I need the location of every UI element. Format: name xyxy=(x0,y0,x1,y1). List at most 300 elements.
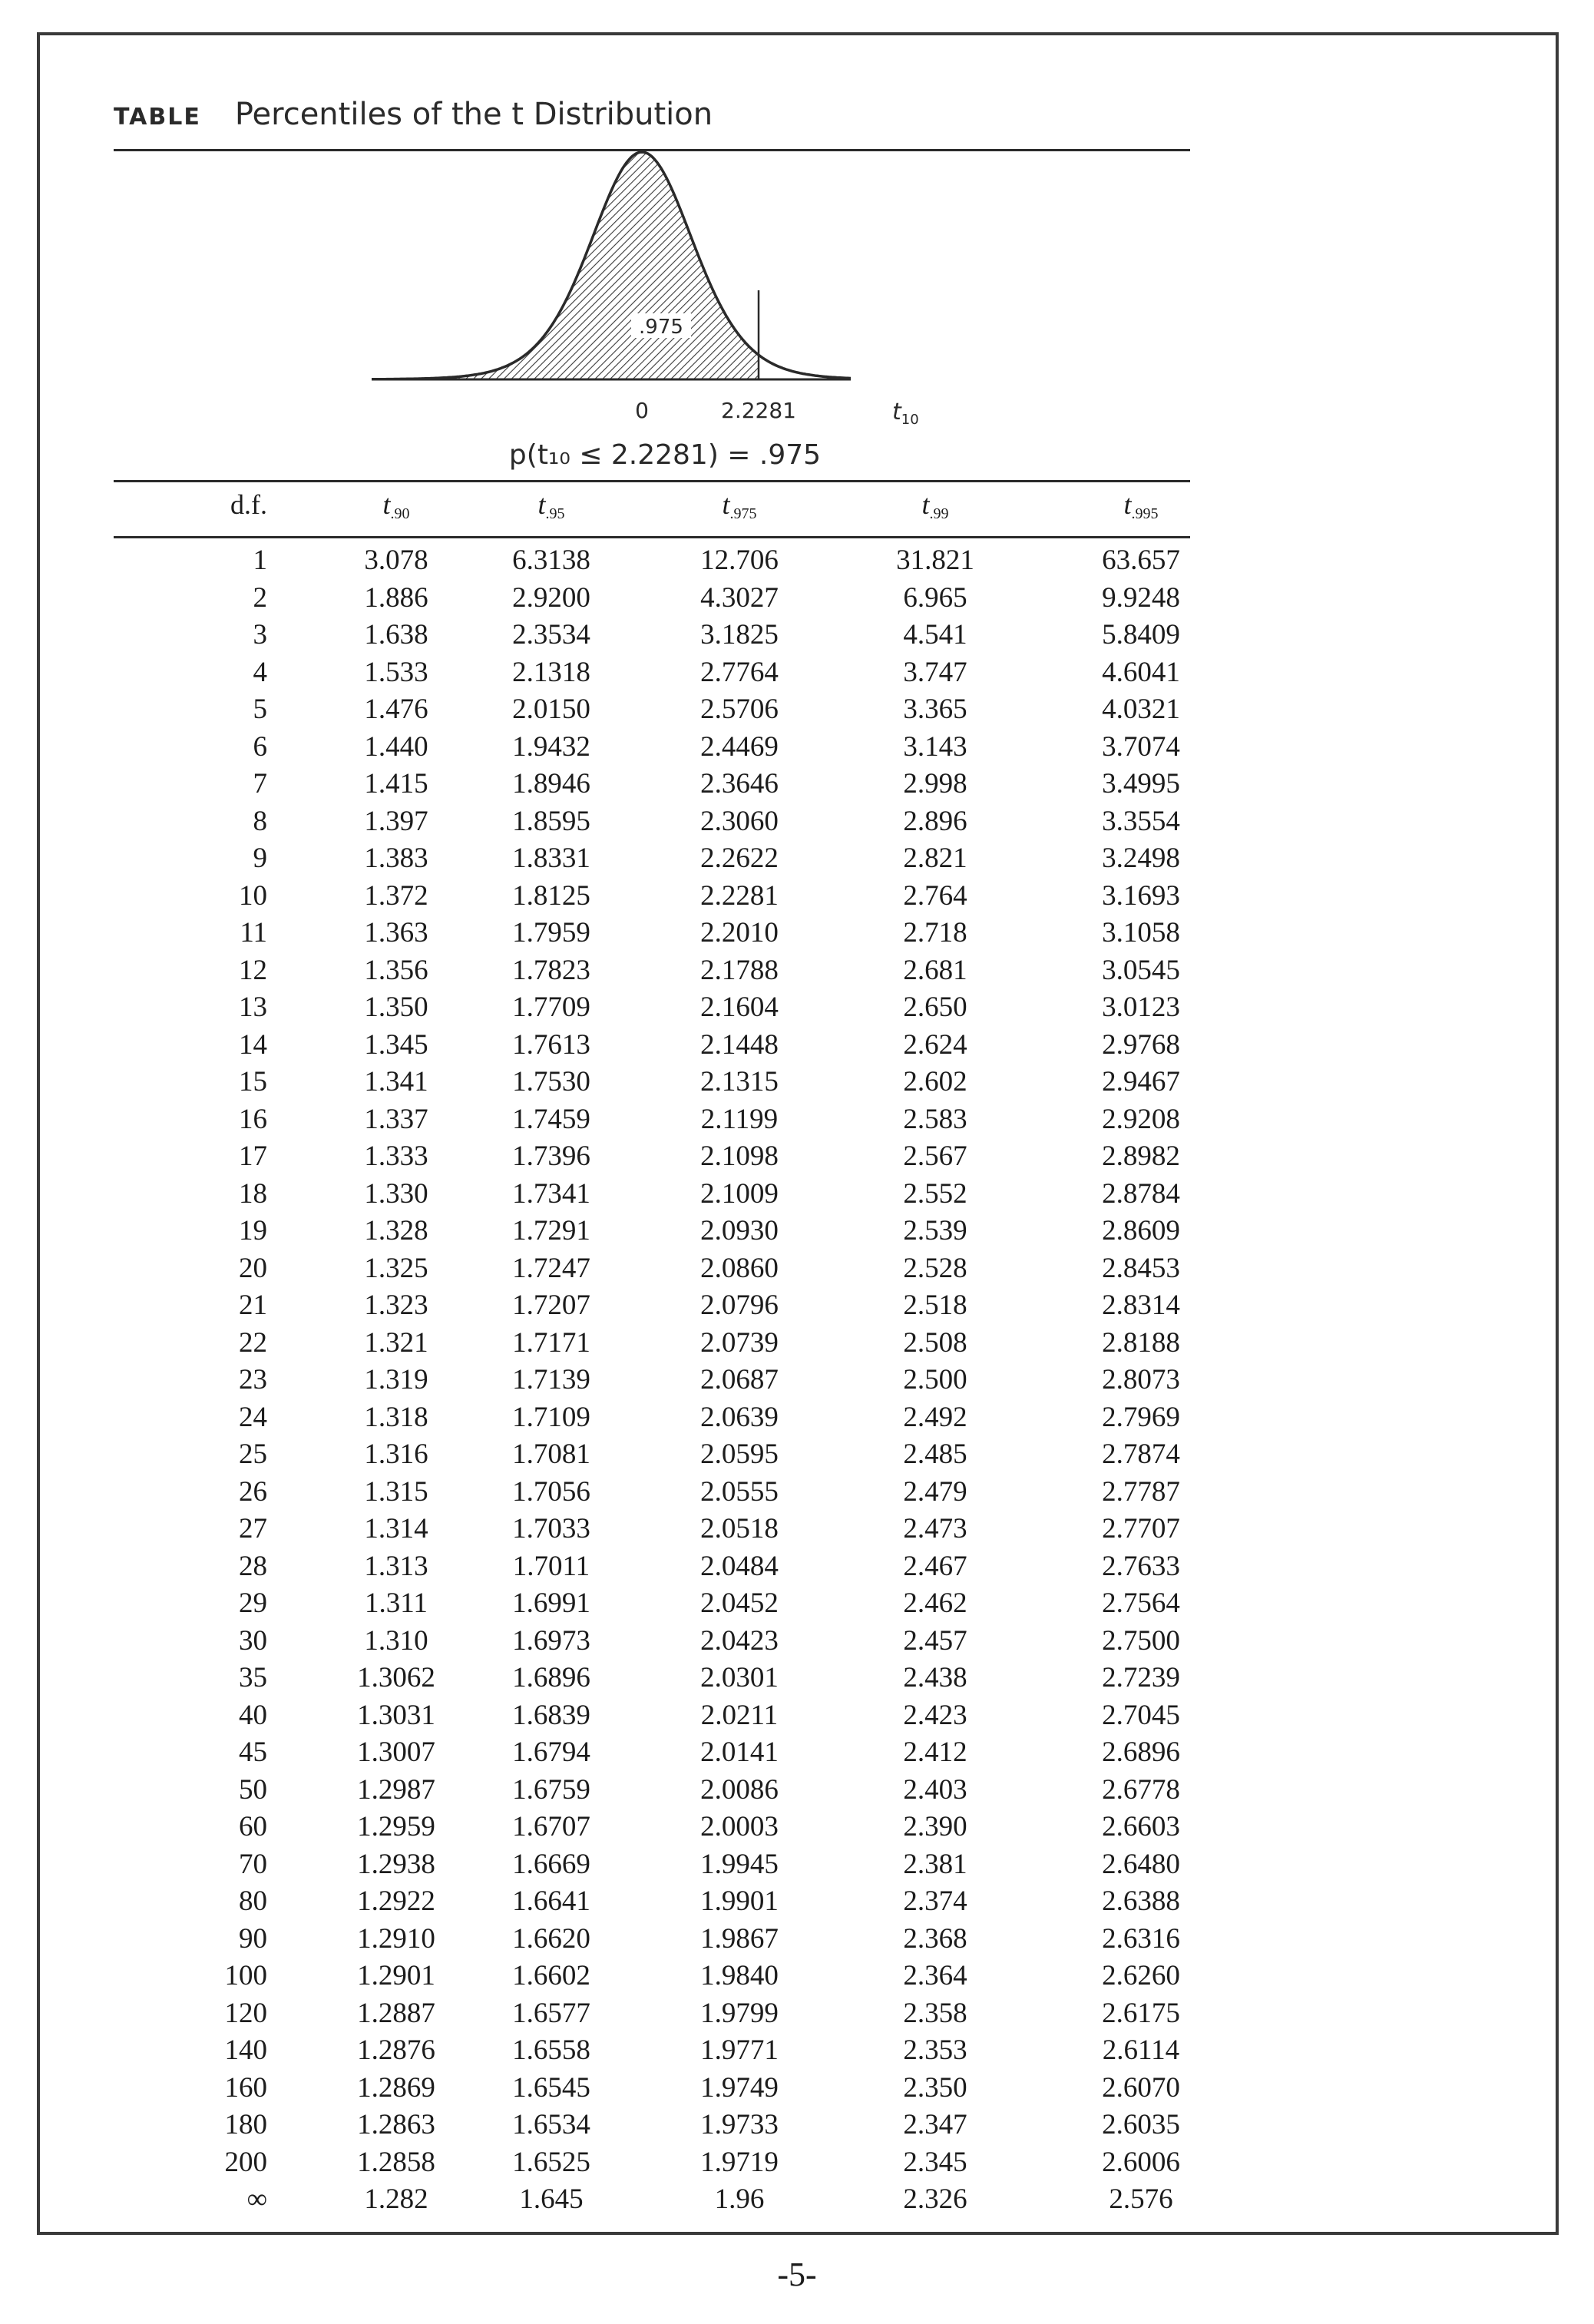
value-cell: 2.6896 xyxy=(1102,1736,1180,1768)
value-cell: 2.1098 xyxy=(700,1140,779,1172)
value-cell: 2.552 xyxy=(903,1177,967,1210)
value-cell: 1.313 xyxy=(364,1550,428,1582)
df-cell: 22 xyxy=(239,1326,267,1359)
df-cell: 13 xyxy=(239,992,267,1023)
value-cell: 1.7109 xyxy=(512,1401,590,1433)
value-cell: 1.372 xyxy=(364,879,428,912)
value-cell: 1.3062 xyxy=(357,1662,435,1693)
table-header-row xyxy=(114,484,1190,536)
value-cell: 2.6778 xyxy=(1102,1773,1180,1806)
value-cell: 1.6973 xyxy=(512,1624,590,1657)
value-cell: 1.341 xyxy=(364,1066,428,1097)
value-cell: 3.1058 xyxy=(1102,917,1180,948)
value-cell: 2.6175 xyxy=(1102,1997,1180,2029)
x-tick-zero: 0 xyxy=(635,398,649,423)
value-cell: 1.7709 xyxy=(512,992,590,1023)
table-row xyxy=(114,1809,1190,1846)
df-cell: 24 xyxy=(239,1401,267,1433)
value-cell: 1.7247 xyxy=(512,1252,590,1284)
value-cell: 2.353 xyxy=(903,2034,967,2066)
df-cell: 140 xyxy=(224,2034,267,2066)
value-cell: 1.8125 xyxy=(512,879,590,912)
figure-rule xyxy=(114,480,1190,482)
value-cell: 2.518 xyxy=(903,1289,967,1321)
value-cell: 2.0452 xyxy=(700,1587,779,1619)
value-cell: 2.6480 xyxy=(1102,1848,1180,1880)
table-row xyxy=(114,2144,1190,2182)
table-row xyxy=(114,1213,1190,1250)
df-cell: 29 xyxy=(239,1587,267,1619)
table-row xyxy=(114,1474,1190,1511)
value-cell: 2.1009 xyxy=(700,1177,779,1210)
value-cell: 2.0141 xyxy=(700,1736,779,1768)
value-cell: 2.583 xyxy=(903,1103,967,1135)
value-cell: 1.7823 xyxy=(512,954,590,986)
value-cell: 1.314 xyxy=(364,1513,428,1544)
table-row xyxy=(114,2070,1190,2107)
df-cell: 35 xyxy=(239,1662,267,1693)
value-cell: 2.7633 xyxy=(1102,1550,1180,1582)
value-cell: 1.6525 xyxy=(512,2146,590,2178)
table-label: TABLE xyxy=(114,104,201,131)
table-row xyxy=(114,617,1190,654)
df-cell: 15 xyxy=(239,1066,267,1097)
value-cell: 2.326 xyxy=(903,2183,967,2215)
value-cell: 1.6545 xyxy=(512,2071,590,2104)
value-cell: 2.508 xyxy=(903,1326,967,1359)
value-cell: 2.567 xyxy=(903,1140,967,1172)
value-cell: 2.0211 xyxy=(700,1699,779,1731)
value-cell: 1.315 xyxy=(364,1475,428,1508)
value-cell: 1.2959 xyxy=(357,1811,435,1842)
value-cell: 2.576 xyxy=(1109,2183,1173,2215)
value-cell: 1.328 xyxy=(364,1215,428,1246)
header-percentile xyxy=(312,488,481,523)
value-cell: 2.528 xyxy=(903,1252,967,1284)
value-cell: 2.896 xyxy=(903,805,967,837)
value-cell: 1.330 xyxy=(364,1177,428,1210)
value-cell: 2.1448 xyxy=(700,1028,779,1061)
value-cell: 2.8073 xyxy=(1102,1364,1180,1395)
df-cell: 28 xyxy=(239,1550,267,1582)
value-cell: 1.7139 xyxy=(512,1364,590,1395)
value-cell: 3.365 xyxy=(903,694,967,725)
value-cell: 2.0301 xyxy=(700,1662,779,1693)
df-cell: 25 xyxy=(239,1438,267,1470)
df-cell: 27 xyxy=(239,1513,267,1544)
df-cell: 90 xyxy=(239,1922,267,1955)
value-cell: 1.645 xyxy=(519,2183,584,2215)
value-cell: 2.7045 xyxy=(1102,1699,1180,1731)
value-cell: 1.9733 xyxy=(700,2109,779,2140)
value-cell: 1.6896 xyxy=(512,1662,590,1693)
value-cell: 1.2863 xyxy=(357,2109,435,2140)
value-cell: 3.0123 xyxy=(1102,992,1180,1023)
table-caption: Percentiles of the t Distribution xyxy=(234,97,713,132)
value-cell: 1.363 xyxy=(364,917,428,948)
value-cell: 1.6602 xyxy=(512,1960,590,1991)
value-cell: 3.078 xyxy=(364,545,428,576)
table-row xyxy=(114,1064,1190,1101)
value-cell: 1.6534 xyxy=(512,2109,590,2140)
value-cell: 2.539 xyxy=(903,1215,967,1246)
value-cell: 1.476 xyxy=(364,694,428,725)
table-row xyxy=(114,1772,1190,1809)
header-symbol: t xyxy=(921,489,930,520)
value-cell: 1.638 xyxy=(364,619,428,651)
value-cell: 1.319 xyxy=(364,1364,428,1395)
value-cell: 2.0150 xyxy=(512,694,590,725)
value-cell: 1.3007 xyxy=(357,1736,435,1768)
value-cell: 2.438 xyxy=(903,1662,967,1693)
value-cell: 2.1604 xyxy=(700,992,779,1023)
value-cell: 2.1788 xyxy=(700,954,779,986)
df-cell: 200 xyxy=(224,2146,267,2178)
table-row xyxy=(114,840,1190,878)
value-cell: 2.345 xyxy=(903,2146,967,2178)
value-cell: 1.2869 xyxy=(357,2071,435,2104)
value-cell: 2.7874 xyxy=(1102,1438,1180,1470)
value-cell: 1.3031 xyxy=(357,1699,435,1731)
x-axis-variable: $t_{10}$ xyxy=(892,399,919,428)
table-row xyxy=(114,1250,1190,1288)
value-cell: 2.602 xyxy=(903,1066,967,1097)
df-cell: 80 xyxy=(239,1885,267,1917)
shaded-area xyxy=(372,152,851,379)
value-cell: 2.364 xyxy=(903,1960,967,1991)
value-cell: 2.0086 xyxy=(700,1773,779,1806)
value-cell: 2.462 xyxy=(903,1587,967,1619)
value-cell: 1.9719 xyxy=(700,2146,779,2178)
value-cell: 1.2887 xyxy=(357,1997,435,2029)
header-symbol: t xyxy=(1123,489,1132,520)
value-cell: 12.706 xyxy=(700,545,779,576)
value-cell: 1.7207 xyxy=(512,1289,590,1321)
value-cell: 1.333 xyxy=(364,1140,428,1172)
value-cell: 2.6035 xyxy=(1102,2109,1180,2140)
table-row xyxy=(114,2181,1190,2219)
value-cell: 2.6388 xyxy=(1102,1885,1180,1917)
value-cell: 1.321 xyxy=(364,1326,428,1359)
x-tick-cutoff: 2.2281 xyxy=(721,398,796,423)
value-cell: 1.6558 xyxy=(512,2034,590,2066)
value-cell: 3.4995 xyxy=(1102,768,1180,799)
df-cell: 21 xyxy=(239,1289,267,1321)
value-cell: 2.7707 xyxy=(1102,1513,1180,1544)
value-cell: 2.8314 xyxy=(1102,1289,1180,1321)
table-row xyxy=(114,989,1190,1027)
value-cell: 2.403 xyxy=(903,1773,967,1806)
value-cell: 2.1315 xyxy=(700,1066,779,1097)
value-cell: 2.467 xyxy=(903,1550,967,1582)
value-cell: 1.7081 xyxy=(512,1438,590,1470)
table-row xyxy=(114,1958,1190,1995)
value-cell: 2.0930 xyxy=(700,1215,779,1246)
table-row xyxy=(114,1995,1190,2033)
df-cell: 50 xyxy=(239,1773,267,1806)
df-cell: 12 xyxy=(239,954,267,986)
value-cell: 1.6839 xyxy=(512,1699,590,1731)
value-cell: 1.6620 xyxy=(512,1922,590,1955)
value-cell: 2.381 xyxy=(903,1848,967,1880)
value-cell: 1.356 xyxy=(364,954,428,986)
value-cell: 1.440 xyxy=(364,730,428,763)
value-cell: 3.0545 xyxy=(1102,954,1180,986)
value-cell: 2.6114 xyxy=(1102,2034,1180,2066)
value-cell: 2.358 xyxy=(903,1997,967,2029)
value-cell: 1.6794 xyxy=(512,1736,590,1768)
value-cell: 2.681 xyxy=(903,954,967,986)
value-cell: 2.485 xyxy=(903,1438,967,1470)
value-cell: 2.8784 xyxy=(1102,1177,1180,1210)
value-cell: 2.821 xyxy=(903,843,967,874)
value-cell: 1.415 xyxy=(364,768,428,799)
value-cell: 1.325 xyxy=(364,1252,428,1284)
df-cell: 1 xyxy=(253,545,267,576)
value-cell: 1.6669 xyxy=(512,1848,590,1880)
table-row xyxy=(114,1176,1190,1213)
value-cell: 1.2901 xyxy=(357,1960,435,1991)
value-cell: 63.657 xyxy=(1102,545,1180,576)
value-cell: 1.533 xyxy=(364,656,428,688)
value-cell: 1.310 xyxy=(364,1624,428,1657)
value-cell: 3.1693 xyxy=(1102,879,1180,912)
table-row xyxy=(114,654,1190,692)
header-symbol: t xyxy=(722,489,730,520)
value-cell: 1.886 xyxy=(364,581,428,614)
df-cell: 60 xyxy=(239,1811,267,1842)
value-cell: 1.96 xyxy=(714,2183,765,2215)
value-cell: 2.0518 xyxy=(700,1513,779,1544)
table-row xyxy=(114,1548,1190,1586)
value-cell: 1.7459 xyxy=(512,1103,590,1135)
value-cell: 1.323 xyxy=(364,1289,428,1321)
df-cell: 100 xyxy=(224,1960,267,1991)
value-cell: 4.6041 xyxy=(1102,656,1180,688)
df-cell: 26 xyxy=(239,1475,267,1508)
value-cell: 5.8409 xyxy=(1102,619,1180,651)
value-cell: 2.2010 xyxy=(700,917,779,948)
value-cell: 1.7291 xyxy=(512,1215,590,1246)
value-cell: 4.541 xyxy=(903,619,967,651)
value-cell: 2.1199 xyxy=(700,1103,779,1135)
table-row xyxy=(114,1660,1190,1697)
value-cell: 2.500 xyxy=(903,1364,967,1395)
value-cell: 1.2858 xyxy=(357,2146,435,2178)
table-row xyxy=(114,2032,1190,2070)
table-row xyxy=(114,542,1190,580)
value-cell: 1.7396 xyxy=(512,1140,590,1172)
table-row xyxy=(114,1399,1190,1437)
df-cell: 23 xyxy=(239,1364,267,1395)
value-cell: 2.9208 xyxy=(1102,1103,1180,1135)
header-symbol: t xyxy=(537,489,546,520)
value-cell: 1.9901 xyxy=(700,1885,779,1917)
table-row xyxy=(114,1511,1190,1548)
value-cell: 1.7613 xyxy=(512,1028,590,1061)
value-cell: 2.0687 xyxy=(700,1364,779,1395)
value-cell: 1.6707 xyxy=(512,1811,590,1842)
value-cell: 2.7500 xyxy=(1102,1624,1180,1657)
value-cell: 31.821 xyxy=(896,545,974,576)
value-cell: 2.423 xyxy=(903,1699,967,1731)
value-cell: 3.2498 xyxy=(1102,843,1180,874)
table-row xyxy=(114,1734,1190,1772)
header-symbol: t xyxy=(382,489,391,520)
df-cell: 3 xyxy=(253,619,267,651)
value-cell: 1.7011 xyxy=(512,1550,590,1582)
value-cell: 2.0860 xyxy=(700,1252,779,1284)
value-cell: 1.350 xyxy=(364,992,428,1023)
table-row xyxy=(114,878,1190,915)
value-cell: 3.3554 xyxy=(1102,805,1180,837)
value-cell: 1.6991 xyxy=(512,1587,590,1619)
value-cell: 1.7171 xyxy=(512,1326,590,1359)
value-cell: 1.9749 xyxy=(700,2071,779,2104)
value-cell: 2.9467 xyxy=(1102,1066,1180,1097)
value-cell: 2.1318 xyxy=(512,656,590,688)
table-row xyxy=(114,1325,1190,1362)
value-cell: 1.397 xyxy=(364,805,428,837)
value-cell: 2.347 xyxy=(903,2109,967,2140)
value-cell: 2.998 xyxy=(903,768,967,799)
value-cell: 2.368 xyxy=(903,1922,967,1955)
value-cell: 2.7564 xyxy=(1102,1587,1180,1619)
value-cell: 6.3138 xyxy=(512,545,590,576)
value-cell: 1.9945 xyxy=(700,1848,779,1880)
df-cell: 20 xyxy=(239,1252,267,1284)
table-row xyxy=(114,1287,1190,1325)
value-cell: 1.2876 xyxy=(357,2034,435,2066)
header-rule xyxy=(114,536,1190,538)
table-row xyxy=(114,952,1190,990)
value-cell: 1.6577 xyxy=(512,1997,590,2029)
value-cell: 2.624 xyxy=(903,1028,967,1061)
value-cell: 1.6641 xyxy=(512,1885,590,1917)
value-cell: 1.7056 xyxy=(512,1475,590,1508)
value-cell: 3.747 xyxy=(903,656,967,688)
value-cell: 1.311 xyxy=(365,1587,428,1619)
value-cell: 3.7074 xyxy=(1102,730,1180,763)
df-cell: 120 xyxy=(224,1997,267,2029)
table-body xyxy=(114,542,1190,2219)
value-cell: 1.316 xyxy=(364,1438,428,1470)
value-cell: 1.282 xyxy=(364,2183,428,2215)
value-cell: 4.0321 xyxy=(1102,694,1180,725)
value-cell: 2.0739 xyxy=(700,1326,779,1359)
value-cell: 9.9248 xyxy=(1102,581,1180,614)
value-cell: 2.3534 xyxy=(512,619,590,651)
value-cell: 2.390 xyxy=(903,1811,967,1842)
df-cell: 19 xyxy=(239,1215,267,1246)
df-cell: 6 xyxy=(253,730,267,763)
value-cell: 1.9432 xyxy=(512,730,590,763)
df-cell: ∞ xyxy=(246,2183,267,2215)
value-cell: 1.9840 xyxy=(700,1960,779,1991)
df-cell: 7 xyxy=(253,768,267,799)
table-row xyxy=(114,691,1190,729)
df-cell: 9 xyxy=(253,843,267,874)
table-row xyxy=(114,766,1190,803)
value-cell: 2.0555 xyxy=(700,1475,779,1508)
header-subscript: .975 xyxy=(729,505,757,522)
header-df: d.f. xyxy=(230,489,267,520)
value-cell: 2.2281 xyxy=(700,879,779,912)
value-cell: 2.9200 xyxy=(512,581,590,614)
value-cell: 1.7033 xyxy=(512,1513,590,1544)
value-cell: 2.8453 xyxy=(1102,1252,1180,1284)
value-cell: 2.3060 xyxy=(700,805,779,837)
df-cell: 16 xyxy=(239,1103,267,1135)
value-cell: 2.6260 xyxy=(1102,1960,1180,1991)
df-cell: 180 xyxy=(224,2109,267,2140)
value-cell: 1.8331 xyxy=(512,843,590,874)
header-percentile xyxy=(640,488,839,523)
value-cell: 2.650 xyxy=(903,992,967,1023)
table-row xyxy=(114,580,1190,617)
value-cell: 1.8946 xyxy=(512,768,590,799)
value-cell: 2.479 xyxy=(903,1475,967,1508)
value-cell: 2.412 xyxy=(903,1736,967,1768)
value-cell: 1.383 xyxy=(364,843,428,874)
value-cell: 1.2938 xyxy=(357,1848,435,1880)
value-cell: 2.6006 xyxy=(1102,2146,1180,2178)
df-cell: 17 xyxy=(239,1140,267,1172)
value-cell: 2.350 xyxy=(903,2071,967,2104)
header-percentile xyxy=(843,488,1027,523)
table-row xyxy=(114,1362,1190,1399)
table-row xyxy=(114,1846,1190,1884)
table-row xyxy=(114,1027,1190,1064)
table-title xyxy=(114,97,713,143)
value-cell: 1.7530 xyxy=(512,1066,590,1097)
value-cell: 2.4469 xyxy=(700,730,779,763)
header-percentile xyxy=(467,488,636,523)
value-cell: 6.965 xyxy=(903,581,967,614)
table-row xyxy=(114,1883,1190,1921)
value-cell: 1.7959 xyxy=(512,917,590,948)
value-cell: 2.6070 xyxy=(1102,2071,1180,2104)
value-cell: 1.2910 xyxy=(357,1922,435,1955)
value-cell: 1.2987 xyxy=(357,1773,435,1806)
value-cell: 1.9867 xyxy=(700,1922,779,1955)
df-cell: 45 xyxy=(239,1736,267,1768)
df-cell: 4 xyxy=(253,656,267,688)
value-cell: 1.345 xyxy=(364,1028,428,1061)
value-cell: 2.5706 xyxy=(700,694,779,725)
df-cell: 70 xyxy=(239,1848,267,1880)
value-cell: 2.8982 xyxy=(1102,1140,1180,1172)
table-row xyxy=(114,729,1190,766)
value-cell: 2.764 xyxy=(903,879,967,912)
df-cell: 5 xyxy=(253,694,267,725)
value-cell: 2.374 xyxy=(903,1885,967,1917)
value-cell: 3.1825 xyxy=(700,619,779,651)
area-label: .975 xyxy=(639,316,683,339)
value-cell: 2.6316 xyxy=(1102,1922,1180,1955)
value-cell: 2.473 xyxy=(903,1513,967,1544)
header-subscript: .995 xyxy=(1131,505,1159,522)
value-cell: 1.8595 xyxy=(512,805,590,837)
header-subscript: .99 xyxy=(929,505,949,522)
table-row xyxy=(114,1585,1190,1623)
value-cell: 1.9771 xyxy=(700,2034,779,2066)
t-distribution-figure xyxy=(344,151,974,473)
df-cell: 160 xyxy=(224,2071,267,2104)
value-cell: 2.457 xyxy=(903,1624,967,1657)
value-cell: 2.7764 xyxy=(700,656,779,688)
df-cell: 18 xyxy=(239,1177,267,1210)
